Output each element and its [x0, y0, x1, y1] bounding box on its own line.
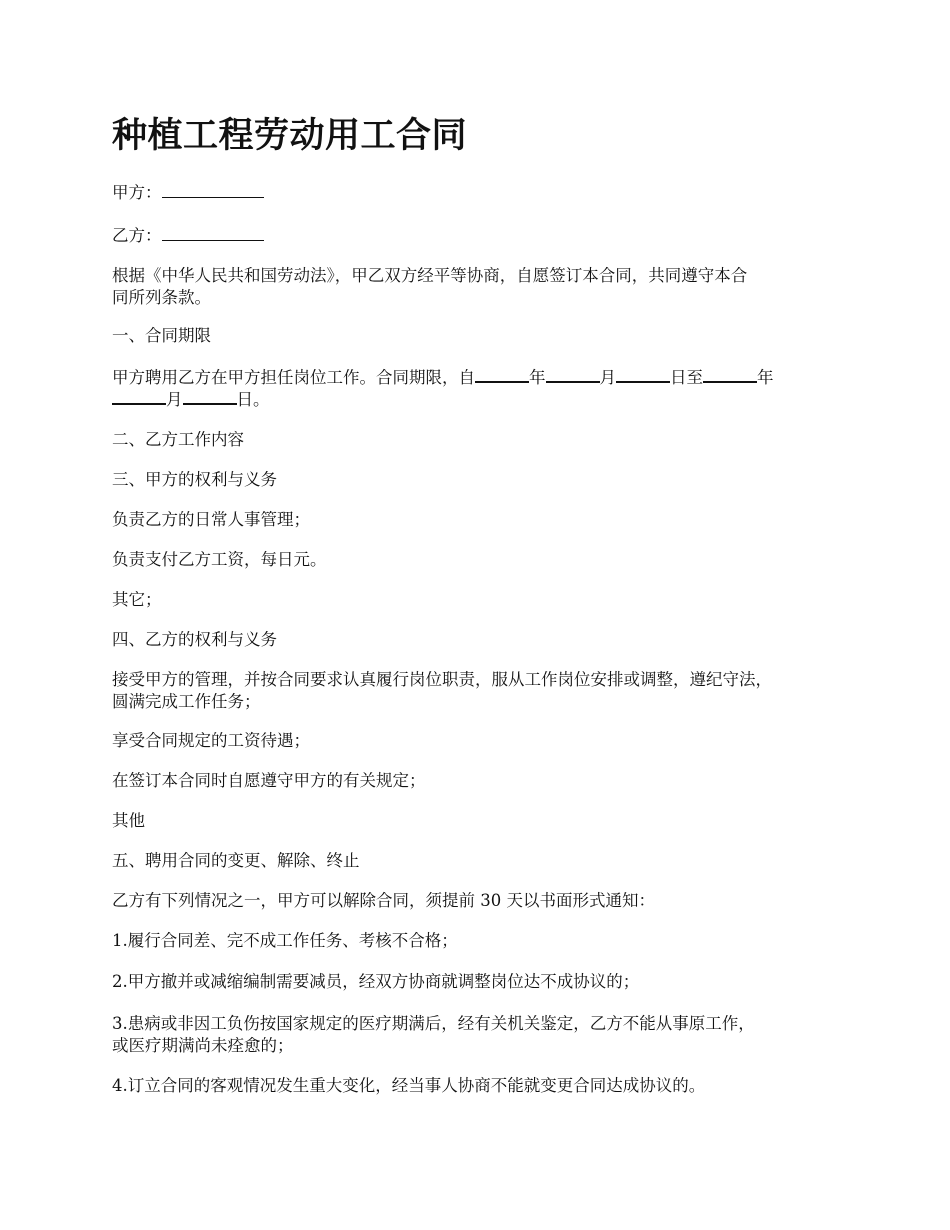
term-line-1 [112, 365, 842, 389]
party-a-blank [162, 181, 264, 198]
end-month-blank [112, 387, 166, 405]
a-duty-1: 负责乙方的日常人事管理； [112, 510, 310, 529]
start-day-to: 日至 [670, 368, 703, 387]
party-b-line [112, 224, 842, 247]
termination-item-4: 4.订立合同的客观情况发生重大变化，经当事人协商不能就变更合同达成协议的。 [112, 1076, 706, 1095]
end-day-blank [183, 387, 237, 405]
party-b-label: 乙方： [112, 226, 162, 245]
term-line-2 [112, 387, 842, 411]
intro-line-1: 根据《中华人民共和国劳动法》，甲乙双方经平等协商，自愿签订本合同，共同遵守本合 [112, 266, 748, 285]
b-duty-1-line-2: 圆满完成工作任务； [112, 692, 261, 711]
termination-item-3-line-2: 或医疗期满尚未痊愈的； [112, 1036, 294, 1055]
party-b-blank [162, 224, 264, 241]
b-duty-4: 其他 [112, 811, 145, 830]
section-3-heading: 三、甲方的权利与义务 [112, 470, 277, 489]
document-title: 种植工程劳动用工合同 [112, 116, 468, 156]
party-a-label: 甲方： [112, 183, 162, 202]
b-duty-2: 享受合同规定的工资待遇； [112, 731, 310, 750]
termination-item-2: 2.甲方撤并或减缩编制需要减员，经双方协商就调整岗位达不成协议的； [112, 972, 640, 991]
a-duty-2: 负责支付乙方工资，每日元。 [112, 550, 327, 569]
end-day-unit: 日。 [236, 390, 270, 409]
party-a-line [112, 181, 842, 204]
b-duty-3: 在签订本合同时自愿遵守甲方的有关规定； [112, 771, 426, 790]
section-4-heading: 四、乙方的权利与义务 [112, 630, 277, 649]
start-month-blank [546, 365, 600, 383]
b-duty-1-line-1: 接受甲方的管理，并按合同要求认真履行岗位职责，服从工作岗位安排或调整，遵纪守法， [112, 670, 772, 689]
a-duty-3: 其它； [112, 590, 162, 609]
start-month-unit: 月 [599, 368, 616, 387]
termination-item-3-line-1: 3.患病或非因工负伤按国家规定的医疗期满后，经有关机关鉴定，乙方不能从事原工作， [112, 1014, 755, 1033]
section-1-heading: 一、合同期限 [112, 326, 211, 345]
end-year-blank [703, 365, 757, 383]
intro-line-2: 同所列条款。 [112, 288, 211, 307]
termination-intro: 乙方有下列情况之一，甲方可以解除合同，须提前 30 天以书面形式通知： [112, 891, 655, 910]
start-day-blank [616, 365, 670, 383]
start-year-unit: 年 [529, 368, 546, 387]
start-year-blank [475, 365, 529, 383]
section-2-heading: 二、乙方工作内容 [112, 430, 244, 449]
termination-item-1: 1.履行合同差、完不成工作任务、考核不合格； [112, 931, 458, 950]
end-month-unit: 月 [166, 390, 183, 409]
section-5-heading: 五、聘用合同的变更、解除、终止 [112, 851, 360, 870]
term-text: 甲方聘用乙方在甲方担任岗位工作。合同期限，自 [112, 368, 475, 387]
end-year-unit: 年 [757, 368, 774, 387]
